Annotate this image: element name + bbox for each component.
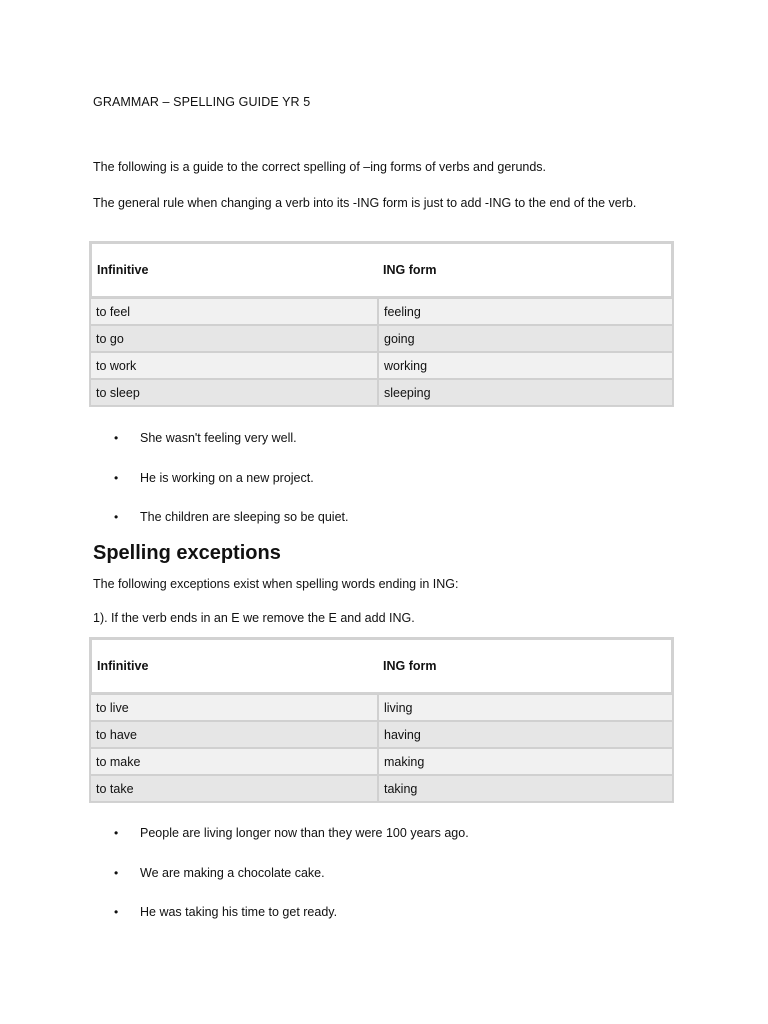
table-row: [90, 775, 673, 802]
bullet-icon: •: [114, 865, 119, 880]
bullet-icon: •: [114, 826, 119, 840]
verb-table-e-ending: [89, 637, 674, 803]
list-item-text: He was taking his time to get ready.: [140, 905, 338, 919]
table-cell-ing-form: feeling: [378, 298, 673, 325]
table-cell-ing-form: taking: [378, 775, 673, 802]
list-item-text: The children are sleeping so be quiet.: [140, 510, 349, 524]
table-cell-infinitive: to sleep: [90, 379, 378, 406]
exception-rule-1: 1). If the verb ends in an E we remove the E and add ING.: [93, 611, 415, 625]
list-item-text: People are living longer now than they were 100 years ago.: [140, 826, 469, 840]
table-row: [90, 748, 673, 775]
example-list-general: [114, 431, 348, 550]
table-header-infinitive: Infinitive: [90, 638, 378, 694]
table-row: [90, 721, 673, 748]
exceptions-intro: The following exceptions exist when spelling words ending in ING:: [93, 577, 459, 591]
section-heading: Spelling exceptions: [93, 542, 281, 564]
bullet-icon: •: [114, 431, 119, 445]
table-cell-infinitive: to make: [90, 748, 378, 775]
table-cell-infinitive: to take: [90, 775, 378, 802]
table-cell-ing-form: living: [378, 694, 673, 721]
table-cell-ing-form: sleeping: [378, 379, 673, 406]
table-row: [90, 325, 673, 352]
table-header-ing-form: ING form: [378, 242, 673, 298]
list-item-text: He is working on a new project.: [140, 470, 314, 485]
table-header-row: [90, 638, 673, 694]
list-item: [114, 866, 469, 906]
table-header-ing-form: ING form: [378, 638, 673, 694]
verb-table-general: [89, 241, 674, 407]
list-item-text: We are making a chocolate cake.: [140, 865, 325, 880]
bullet-icon: •: [114, 905, 119, 919]
table-cell-infinitive: to have: [90, 721, 378, 748]
bullet-icon: •: [114, 470, 119, 485]
table-row: [90, 352, 673, 379]
document-title: GRAMMAR – SPELLING GUIDE YR 5: [93, 95, 311, 109]
list-item: [114, 431, 348, 471]
list-item: [114, 471, 348, 511]
table-cell-ing-form: working: [378, 352, 673, 379]
table-cell-infinitive: to live: [90, 694, 378, 721]
list-item: [114, 826, 469, 866]
list-item-text: She wasn't feeling very well.: [140, 431, 297, 445]
table-row: [90, 694, 673, 721]
table-cell-infinitive: to go: [90, 325, 378, 352]
table-cell-infinitive: to feel: [90, 298, 378, 325]
bullet-icon: •: [114, 510, 119, 524]
table-cell-ing-form: going: [378, 325, 673, 352]
table-cell-infinitive: to work: [90, 352, 378, 379]
list-item: [114, 905, 469, 945]
table-cell-ing-form: having: [378, 721, 673, 748]
table-row: [90, 298, 673, 325]
example-list-e-ending: [114, 826, 469, 945]
intro-paragraph-1: The following is a guide to the correct spelling of –ing forms of verbs and gerunds.: [93, 160, 547, 174]
table-header-infinitive: Infinitive: [90, 242, 378, 298]
table-cell-ing-form: making: [378, 748, 673, 775]
table-header-row: [90, 242, 673, 298]
table-row: [90, 379, 673, 406]
intro-paragraph-2: The general rule when changing a verb into its -ING form is just to add -ING to the end of the verb.: [93, 196, 637, 210]
